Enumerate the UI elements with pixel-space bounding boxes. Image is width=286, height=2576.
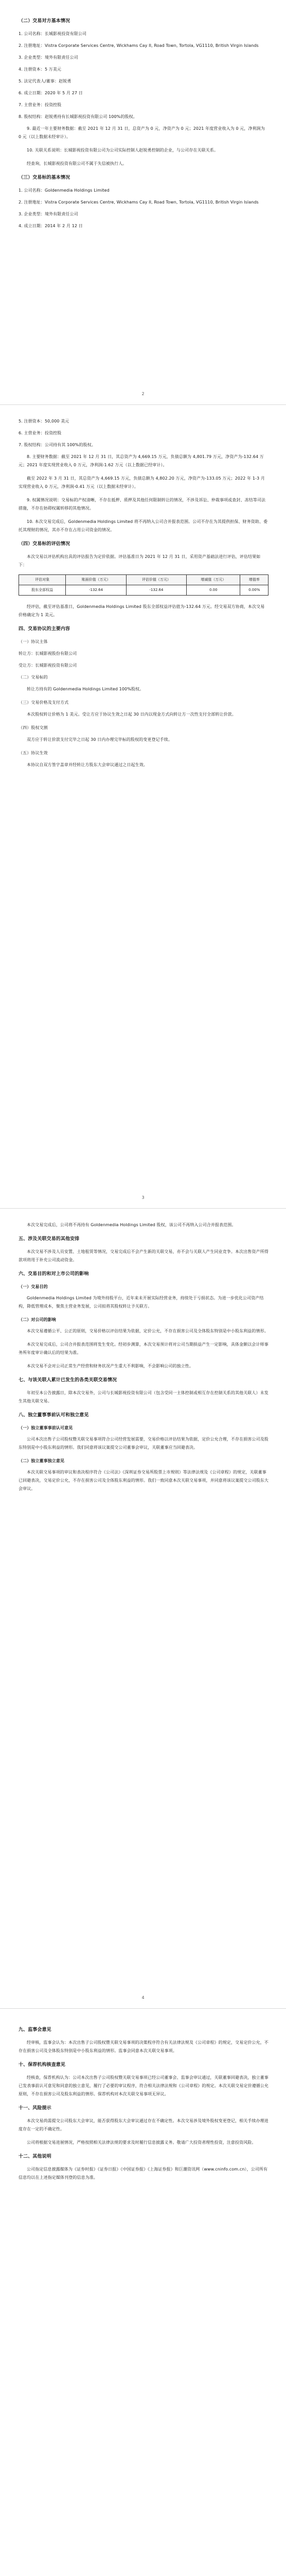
- page-number: 4: [141, 1995, 145, 2000]
- section-heading: 十二、其他说明: [19, 2154, 51, 2159]
- info-line: （三）交易价格及支付方式: [19, 700, 69, 705]
- table-cell: 0.00: [187, 585, 240, 596]
- document-page-3: [0, 1209, 286, 2009]
- body-paragraph: 公司指定信息披露媒体为《证券时报》《证券日报》《中国证券报》《上海证券报》和巨潮资讯网（www.cninfo.com.cn），公司所有信息均以在上述指定媒体刊登的信息为准。: [19, 2167, 268, 2180]
- page-1-body: [19, 16, 269, 230]
- table-header-cell: 增值率: [240, 575, 269, 585]
- info-line: 4. 注册资本：5 万美元: [19, 67, 62, 72]
- table-cell: 0.00%: [240, 585, 269, 596]
- section-heading: 十、保荐机构核查意见: [19, 2062, 66, 2067]
- info-line: （二）交易标的: [19, 675, 48, 680]
- subsection-heading: （二）对公司的影响: [19, 1317, 56, 1322]
- body-paragraph: 经核查，保荐机构认为：公司本次出售子公司股权暨关联交易事项已经公司董事会、监事会审议通过，关联董事回避表决，独立董事已发表事前认可意见和同意的独立意见，履行了必要的审议程序，符合相关法律法规和《公司章程》的规定。本次关联交易定价遵循公允原则，不存在损害公司及股东利益的情形。保荐机构对本次关联交易事项无异议。: [19, 2075, 269, 2096]
- info-line: 2. 注册地址：Vistra Corporate Services Centre, Wickhams Cay II, Road Town, Tortola, VG1110, British Virgin Islands: [19, 200, 259, 205]
- page-2-body: [19, 417, 269, 569]
- section-heading: 七、与该关联人累计已发生的各类关联交易情况: [19, 1378, 117, 1383]
- page-2-body-continued: [19, 603, 269, 769]
- body-paragraph: 9. 权属情况说明：交易标的产权清晰，不存在抵押、质押及其他任何限制转让的情况，不涉及诉讼、仲裁事项或查封、冻结等司法措施，不存在妨碍权属转移的其他情况。: [19, 498, 266, 511]
- body-paragraph: 本次关联交易事项的审议和表决程序符合《公司法》《深圳证券交易所股票上市规则》等法律法规及《公司章程》的规定，关联董事已回避表决，交易定价公允，不存在损害公司及全体股东利益的情形。我们一致同意本次关联交易事项，并同意将该议案提交公司股东大会审议。: [19, 1470, 269, 1491]
- body-paragraph: 本次交易不会对公司正常生产经营和财务状况产生重大不利影响，不会影响公司的独立性。: [27, 1364, 193, 1368]
- valuation-table: [19, 574, 269, 596]
- body-paragraph: 本次交易以评估机构出具的评估报告为定价依据。评估基准日为 2021 年 12 月 31 日，采用资产基础法进行评估，评估结果如下：: [19, 554, 261, 567]
- subsection-heading: （一）独立董事事前认可意见: [19, 1426, 73, 1430]
- body-paragraph: 本次交易尚需提交公司股东大会审议，能否获得股东大会审议通过存在不确定性。本次交易涉及境外股权变更登记，相关手续办理进度存在一定的不确定性。: [19, 2119, 269, 2131]
- document-page-4: [0, 2009, 286, 2576]
- info-line: 7. 主营业务：投资控股: [19, 103, 62, 107]
- subsection-heading: （一）交易目的: [19, 1284, 48, 1289]
- body-paragraph: 10. 本次交易完成后，Goldenmedia Holdings Limited 将不再纳入公司合并报表范围。公司不存在为其提供担保、财务资助、委托其理财的情况，其亦不存在占用公司资金的情况。: [19, 519, 268, 532]
- table-row: [19, 585, 269, 596]
- info-line: 3. 企业类型：境外有限责任公司: [19, 212, 78, 216]
- info-line: 3. 企业类型：境外有限责任公司: [19, 55, 78, 60]
- body-paragraph: 8. 主要财务数据：截至 2021 年 12 月 31 日，其总资产为 4,669.15 万元，负债总额为 4,801.79 万元，净资产为-132.64 万元；2021 年度实现营业收入 0 万元，净利润-1.62 万元（以上数据已经审计）。: [19, 454, 264, 467]
- table-header-cell: 增减值（万元）: [187, 575, 240, 585]
- info-line: 1. 公司名称：Goldenmedia Holdings Limited: [19, 188, 110, 193]
- body-paragraph: 经审核，监事会认为：本次出售子公司股权暨关联交易事项的决策程序符合有关法律法规及《公司章程》的规定，交易定价公允，不存在损害公司及全体股东特别是中小股东利益的情形。监事会同意本次关联交易事项。: [19, 2040, 269, 2053]
- table-header-cell: 评估价值（万元）: [126, 575, 186, 585]
- section-heading: 四、交易协议的主要内容: [19, 626, 70, 632]
- section-heading: （二）交易对方基本情况: [19, 19, 70, 24]
- body-paragraph: 本次交易遵循公平、公正的原则，交易价格以评估结果为依据，定价公允，不存在损害公司及全体股东特别是中小股东利益的情形。: [27, 1329, 269, 1333]
- info-line: 6. 主营业务：投资控股: [19, 431, 62, 435]
- table-header-cell: 账面价值（万元）: [66, 575, 126, 585]
- body-paragraph: 经评估，截至评估基准日，Goldenmedia Holdings Limited 股东全部权益评估值为-132.64 万元。经交易双方协商，本次交易价格确定为 1 美元。: [19, 604, 265, 617]
- body-paragraph: 截至 2022 年 3 月 31 日，其总资产为 4,669.15 万元，负债总额为 4,802.20 万元，净资产为-133.05 万元；2022 年 1-3 月实现营业收入 0 万元，净利润-0.41 万元（以上数据未经审计）。: [19, 476, 265, 489]
- body-paragraph: 本次交易完成后，公司将不再持有 Goldenmedia Holdings Limited 股权，该公司不再纳入公司合并报表范围。: [27, 1223, 236, 1227]
- valuation-table-header-row: [19, 575, 269, 585]
- page-4-body: [19, 2025, 269, 2182]
- section-heading: （四）交易标的评估情况: [19, 541, 70, 547]
- body-paragraph: 本次股权转让价格为 1 美元。受让方应于协议生效之日起 30 日内以现金方式向转让方一次性支付全部转让价款。: [27, 712, 236, 717]
- section-heading: 十一、风险提示: [19, 2106, 51, 2111]
- valuation-table-body: [19, 585, 269, 596]
- info-line: （四）股权交割: [19, 725, 48, 730]
- info-line: 5. 注册资本：50,000 美元: [19, 419, 69, 423]
- info-line: （五）协议生效: [19, 751, 48, 755]
- section-heading: （三）交易标的基本情况: [19, 175, 70, 180]
- table-cell: -132.64: [66, 585, 126, 596]
- info-line: 受让方：长城影视投资有限公司: [19, 663, 77, 668]
- document-page-2: [0, 405, 286, 1209]
- section-heading: 八、独立董事事前认可和独立意见: [19, 1413, 89, 1418]
- info-line: 7. 股权结构：公司持有其 100%的股权。: [19, 443, 96, 447]
- info-line: 5. 法定代表人/董事：赵锐勇: [19, 79, 72, 83]
- body-paragraph: 10. 关联关系说明：长城影视投资有限公司为公司实际控制人赵锐勇控制的企业，与公司存在关联关系。: [27, 148, 219, 152]
- body-paragraph: Goldenmedia Holdings Limited 为境外持股平台，近年来未开展实际经营业务，持续处于亏损状态。为进一步优化公司资产结构，降低管理成本，聚焦主营业务发展，公司拟将其股权转让予关联方。: [19, 1296, 264, 1309]
- page-number: 2: [141, 392, 145, 396]
- page-3-body: [19, 1221, 269, 1493]
- section-heading: 五、涉及关联交易的其他安排: [19, 1236, 80, 1242]
- body-paragraph: 9. 最近一年主要财务数据：截至 2021 年 12 月 31 日，总资产为 0 元，净资产为 0 元；2021 年度营业收入为 0 元，净利润为 0 元（以上数据未经审计）。: [19, 126, 265, 139]
- section-heading: 六、交易目的和对上市公司的影响: [19, 1272, 89, 1277]
- info-line: 2. 注册地址：Vistra Corporate Services Centre, Wickhams Cay II, Road Town, Tortola, VG1110, British Virgin Islands: [19, 43, 259, 48]
- table-cell: 股东全部权益: [19, 585, 66, 596]
- info-line: 1. 公司名称：长城影视投资有限公司: [19, 31, 86, 36]
- document-page-1: [0, 0, 286, 405]
- body-paragraph: 年初至本公告披露日，除本次交易外，公司与长城影视投资有限公司（包含受同一主体控制或相互存在控制关系的其他关联人）未发生其他关联交易。: [19, 1391, 269, 1403]
- body-paragraph: 本协议自双方签字盖章并经转让方股东大会审议通过之日起生效。: [27, 762, 148, 767]
- body-paragraph: 公司本次出售子公司股权暨关联交易事项符合公司经营发展需要，交易价格以评估结果为依据，定价公允合理，不存在损害公司及股东特别是中小股东利益的情形。我们同意将该议案提交公司董事会审议，关联董事应当回避表决。: [19, 1437, 269, 1450]
- info-line: 6. 成立日期：2020 年 5 月 27 日: [19, 91, 83, 95]
- body-paragraph: 本次交易不涉及人员安置、土地租赁等情况，交易完成后不会产生新的关联交易，亦不会与关联人产生同业竞争。本次出售资产所得款项将用于补充公司流动资金。: [19, 1249, 269, 1262]
- body-paragraph: 本次交易完成后，公司合并报表范围将发生变化。经初步测算，本次交易预计将对公司当期损益产生一定影响，具体金额以会计师事务所年度审计确认后的结果为准。: [19, 1342, 269, 1355]
- info-line: 4. 成立日期：2014 年 2 月 12 日: [19, 224, 83, 228]
- info-line: 转让方：长城影视股份有限公司: [19, 651, 77, 656]
- page-number: 3: [141, 1195, 145, 1200]
- table-header-cell: 评估对象: [19, 575, 66, 585]
- subsection-heading: （二）独立董事独立意见: [19, 1459, 65, 1463]
- info-line: 8. 股权结构：赵锐勇持有长城影视投资有限公司 100%的股权。: [19, 114, 137, 119]
- body-paragraph: 转让方持有的 Goldenmedia Holdings Limited 100%股权。: [27, 687, 144, 691]
- body-paragraph: 经查询，长城影视投资有限公司不属于失信被执行人。: [27, 161, 127, 166]
- body-paragraph: 公司将根据交易进展情况，严格按照相关法律法规的要求及时履行信息披露义务。敬请广大投资者理性投资，注意投资风险。: [27, 2140, 256, 2145]
- body-paragraph: 双方应于转让价款支付完毕之日起 30 日内办理完毕标的股权的变更登记手续。: [27, 737, 172, 742]
- section-heading: 九、监事会意见: [19, 2027, 51, 2032]
- info-line: （一）协议主体: [19, 639, 48, 644]
- table-cell: -132.64: [126, 585, 186, 596]
